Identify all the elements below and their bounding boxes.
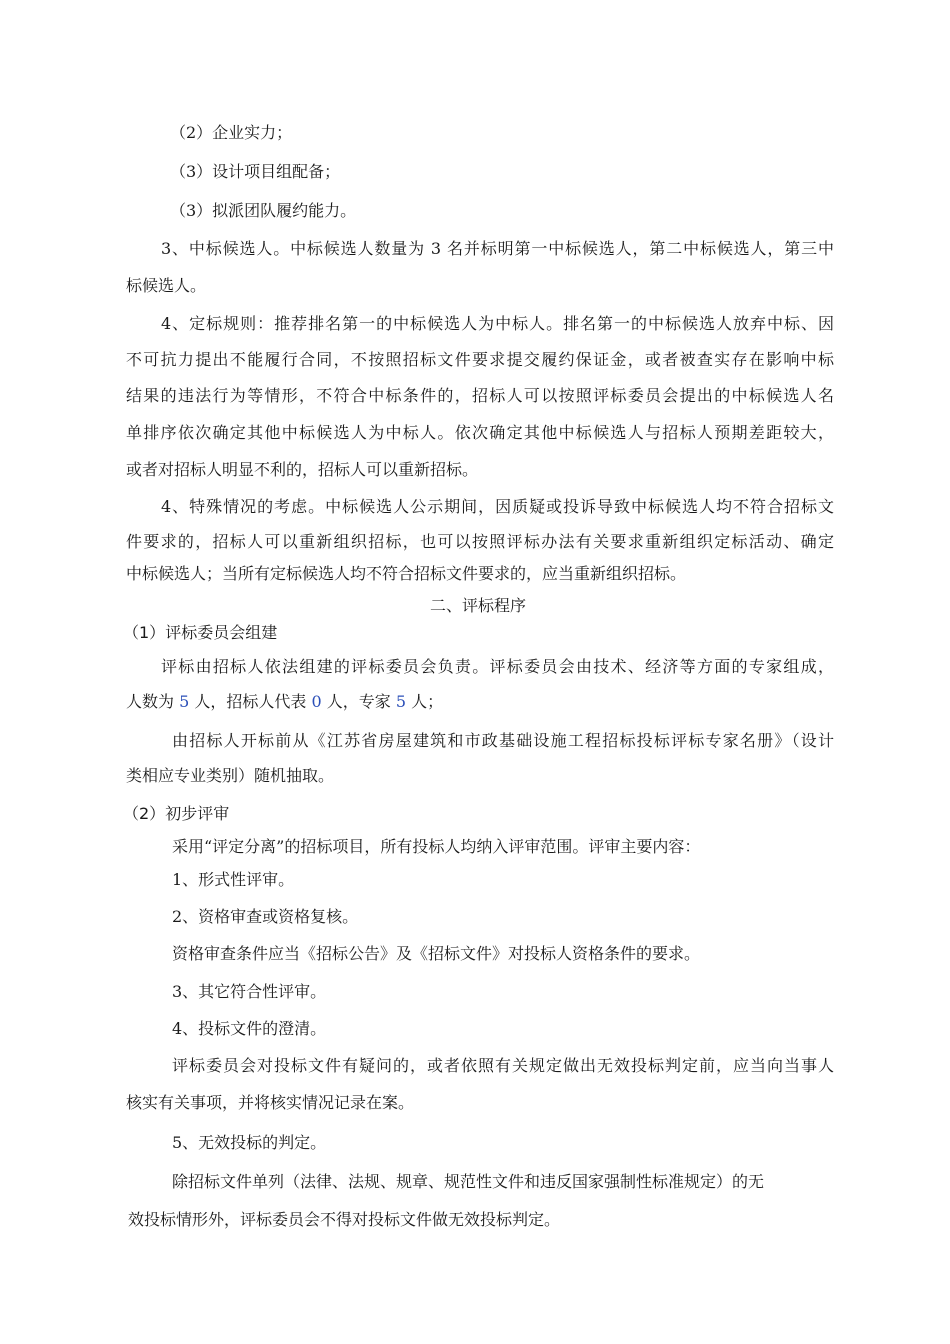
paragraph-line: 资格审查条件应当《招标公告》及《招标文件》对投标人资格条件的要求。 [172, 944, 701, 963]
list-item: 5、无效投标的判定。 [172, 1133, 327, 1152]
paragraph-line: 3、中标候选人。中标候选人数量为 3 名并标明第一中标候选人，第二中标候选人，第三中 [161, 239, 834, 258]
heading-text: 初步评审 [165, 804, 230, 823]
paragraph-line: 评标由招标人依法组建的评标委员会负责。评标委员会由技术、经济等方面的专家组成， [161, 657, 834, 676]
paragraph-line [126, 691, 443, 713]
paragraph-line: 标候选人。 [126, 276, 207, 295]
total-count: 5 [179, 692, 190, 711]
paragraph-line: 由招标人开标前从《江苏省房屋建筑和市政基础设施工程招标投标评标专家名册》（设计 [172, 731, 834, 750]
section-title: 二、评标程序 [430, 596, 527, 615]
paragraph-line: 类相应专业类别）随机抽取。 [126, 766, 335, 785]
paragraph-line: 4、定标规则：推荐排名第一的中标候选人为中标人。排名第一的中标候选人放弃中标、因 [161, 314, 834, 333]
list-item: （3）设计项目组配备； [170, 162, 341, 181]
rep-count: 0 [311, 692, 322, 711]
paragraph-line: 中标候选人；当所有定标候选人均不符合招标文件要求的，应当重新组织招标。 [126, 564, 687, 583]
paragraph-line: 单排序依次确定其他中标候选人为中标人。依次确定其他中标候选人与招标人预期差距较大， [126, 423, 834, 442]
paragraph-line: 采用“评定分离”的招标项目，所有投标人均纳入评审范围。评审主要内容： [172, 837, 701, 856]
text-run: 人，专家 [321, 692, 396, 711]
list-item: （3）拟派团队履约能力。 [170, 201, 357, 220]
paragraph-line: 或者对招标人明显不利的，招标人可以重新招标。 [126, 460, 479, 479]
list-item: 2、资格审查或资格复核。 [172, 907, 359, 926]
paragraph-line: 4、特殊情况的考虑。中标候选人公示期间，因质疑或投诉导致中标候选人均不符合招标文 [161, 497, 834, 516]
paragraph-line: 件要求的，招标人可以重新组织招标，也可以按照评标办法有关要求重新组织定标活动、确定 [126, 532, 834, 551]
list-item: 4、投标文件的澄清。 [172, 1019, 327, 1038]
list-item: 3、其它符合性评审。 [172, 982, 327, 1001]
expert-count: 5 [395, 692, 407, 711]
text-run: 人数为 [126, 692, 180, 711]
heading-text: 评标委员会组建 [165, 623, 278, 642]
paragraph-line: 核实有关事项，并将核实情况记录在案。 [126, 1093, 415, 1112]
heading-number: （2） [123, 804, 166, 823]
list-item: 1、形式性评审。 [172, 870, 295, 889]
list-item: （2）企业实力； [170, 123, 293, 142]
paragraph-line: 效投标情形外，评标委员会不得对投标文件做无效投标判定。 [128, 1210, 561, 1229]
text-run: 人； [406, 692, 444, 711]
subsection-heading [123, 622, 277, 644]
text-run: 人，招标人代表 [189, 692, 312, 711]
paragraph-line: 结果的违法行为等情形，不符合中标条件的，招标人可以按照评标委员会提出的中标候选人名 [126, 386, 834, 405]
paragraph-line: 除招标文件单列（法律、法规、规章、规范性文件和违反国家强制性标准规定）的无 [172, 1172, 765, 1191]
heading-number: （1） [123, 623, 166, 642]
paragraph-line: 不可抗力提出不能履行合同，不按照招标文件要求提交履约保证金，或者被查实存在影响中标 [126, 350, 834, 369]
subsection-heading [123, 803, 229, 825]
paragraph-line: 评标委员会对投标文件有疑问的，或者依照有关规定做出无效投标判定前，应当向当事人 [172, 1056, 834, 1075]
